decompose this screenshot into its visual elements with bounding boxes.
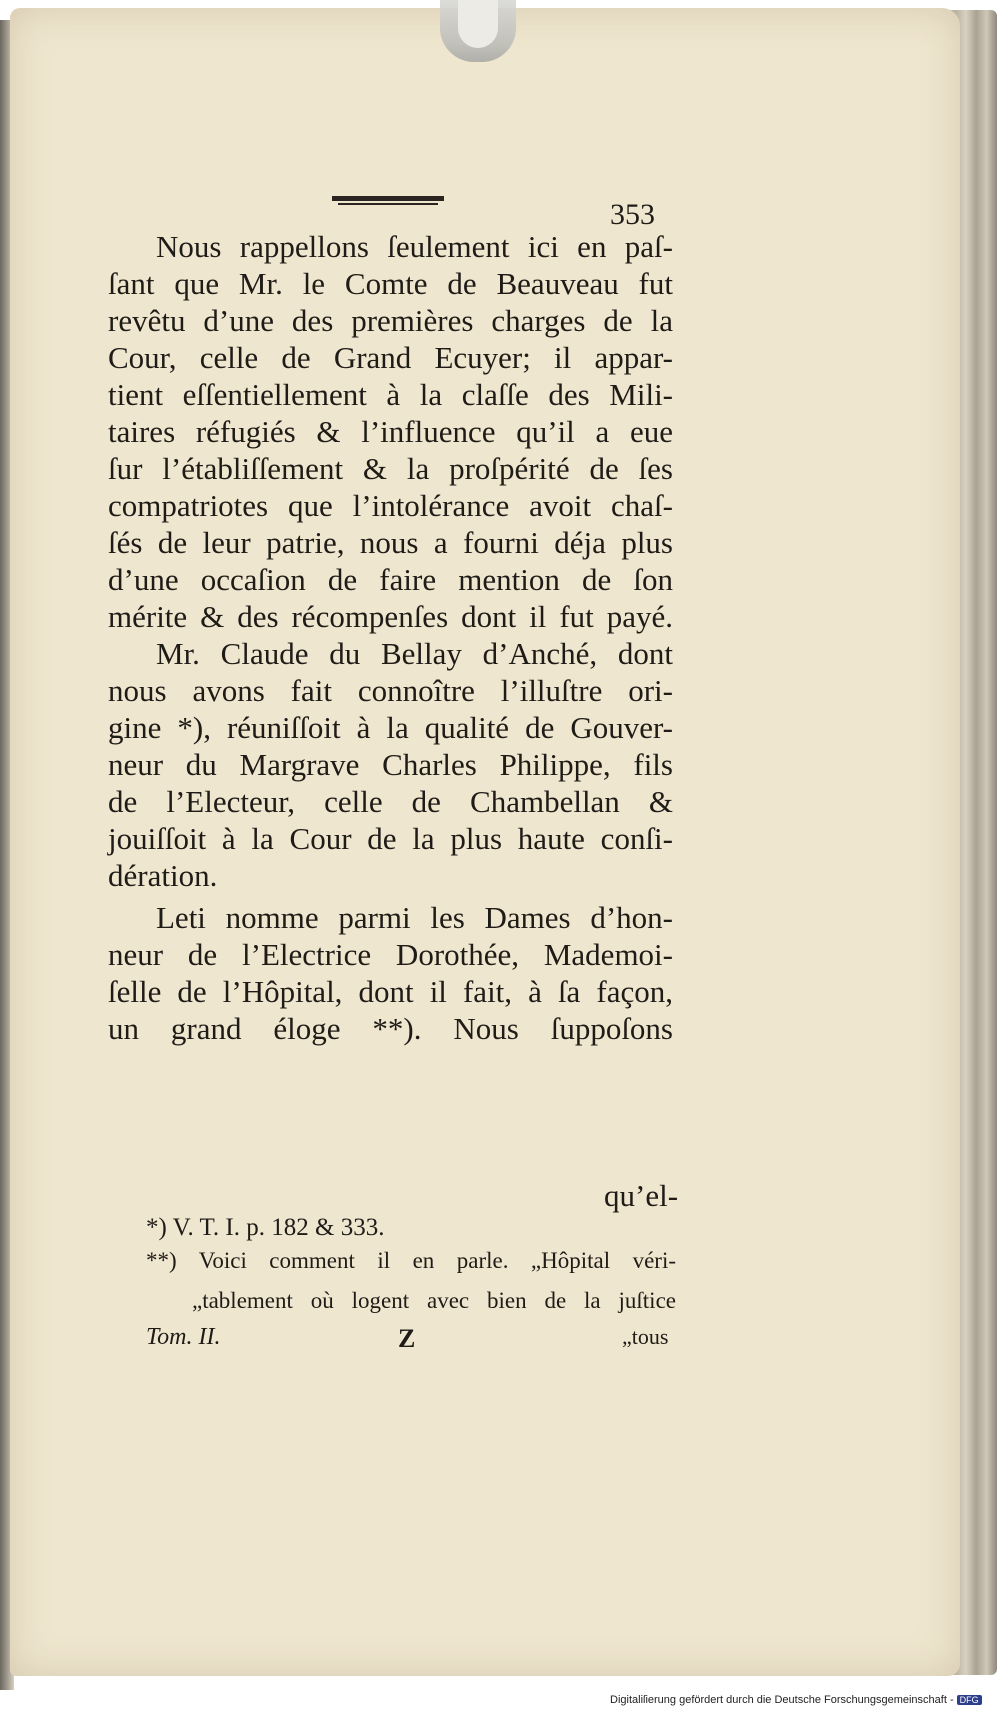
body-line: ſant que Mr. le Comte de Beauveau fut — [108, 266, 673, 301]
bookmark-clip-inner — [458, 0, 498, 48]
footnote-catchword: „tous — [622, 1324, 669, 1349]
body-line: gine *), réuniſſoit à la qualité de Gouver- — [108, 710, 673, 745]
body-line: Nous rappellons ſeulement ici en paſ- — [156, 229, 673, 264]
body-line: d’une occaſion de faire mention de ſon — [108, 562, 673, 597]
footnote-2: **) Voici comment il en parle. „Hôpital véri- — [146, 1248, 676, 1273]
credit-text: Digitaliſierung gefördert durch die Deutsche Forschungsgemeinschaft - — [610, 1694, 954, 1706]
body-line: neur de l’Electrice Dorothée, Mademoi- — [108, 937, 673, 972]
footnote-1: *) V. T. I. p. 182 & 333. — [146, 1214, 385, 1241]
volume-signature: Tom. II. — [146, 1324, 221, 1350]
dfg-badge: DFG — [957, 1695, 982, 1705]
body-line: jouiſſoit à la Cour de la plus haute conſi- — [108, 821, 673, 856]
body-line: neur du Margrave Charles Philippe, fils — [108, 747, 673, 782]
body-line: ſelle de l’Hôpital, dont il fait, à ſa façon, — [108, 974, 673, 1009]
body-line: ſés de leur patrie, nous a fourni déja plus — [108, 525, 673, 560]
body-line: ſur l’établiſſement & la proſpérité de ſes — [108, 451, 673, 486]
digitization-credit — [610, 1694, 982, 1706]
body-line: dération. — [108, 858, 218, 893]
body-line: de l’Electeur, celle de Chambellan & — [108, 784, 673, 819]
footnote-2-continuation: „tablement où logent avec bien de la juſtice — [192, 1288, 676, 1313]
body-line: Mr. Claude du Bellay d’Anché, dont — [156, 636, 673, 671]
gathering-signature: Z — [398, 1324, 416, 1353]
header-ornament-rule — [332, 196, 444, 206]
body-line: mérite & des récompenſes dont il fut payé. — [108, 599, 673, 634]
catchword: qu’el- — [604, 1178, 679, 1213]
body-line: un grand éloge **). Nous ſuppoſons — [108, 1011, 673, 1046]
body-line: Cour, celle de Grand Ecuyer; il appar- — [108, 340, 673, 375]
body-line: revêtu d’une des premières charges de la — [108, 303, 673, 338]
body-line: tient eſſentiellement à la claſſe des Mili- — [108, 377, 673, 412]
body-line: taires réfugiés & l’influence qu’il a eue — [108, 414, 673, 449]
body-line: Leti nomme parmi les Dames d’hon- — [156, 900, 673, 935]
page-number: 353 — [610, 198, 655, 231]
body-line: compatriotes que l’intolérance avoit chaſ- — [108, 488, 673, 523]
body-line: nous avons fait connoître l’illuſtre ori- — [108, 673, 673, 708]
